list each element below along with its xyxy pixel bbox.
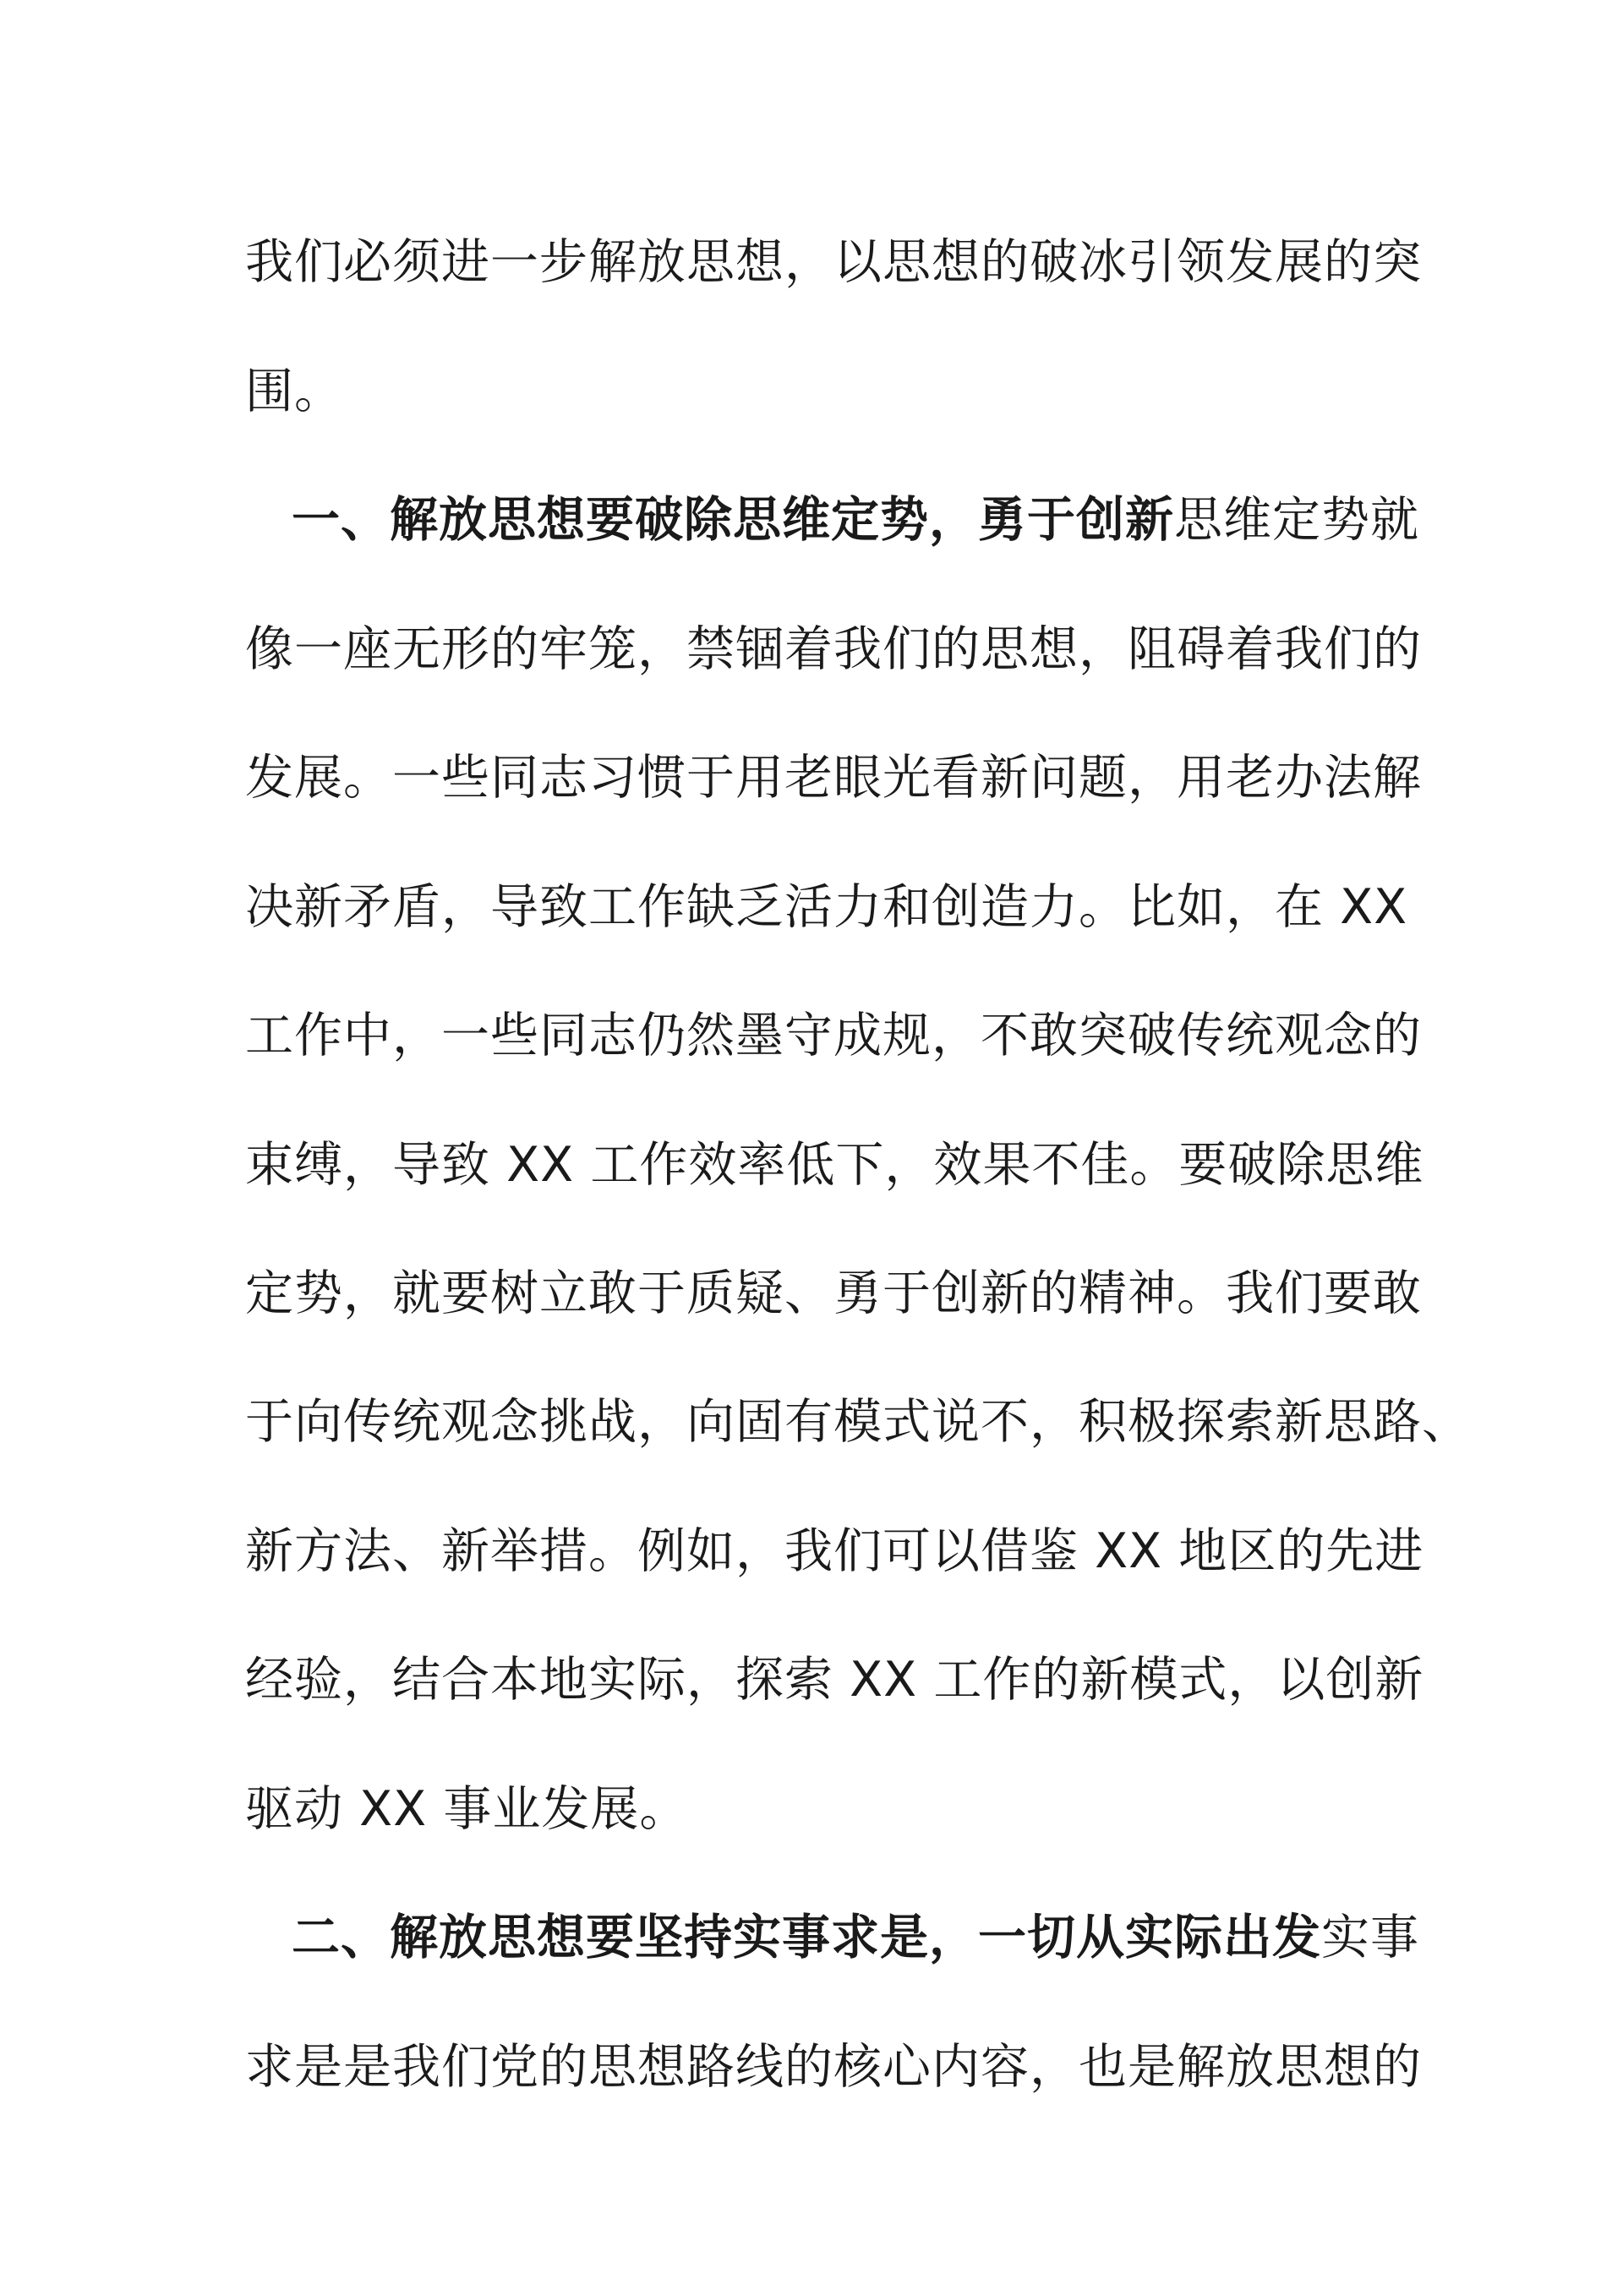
paragraph-line xyxy=(245,620,1429,679)
heading-bold-text: 二、解放思想要坚持实事求是，一切从实际出发 xyxy=(292,1910,1321,1965)
line-text: 定势，就要树立敢于质疑、勇于创新的精神。我们要敢 xyxy=(245,1266,1422,1321)
section-heading-1 xyxy=(292,490,1475,549)
line-text: 于向传统观念挑战，向固有模式说不，积极探索新思路、 xyxy=(245,1394,1471,1450)
paragraph-line xyxy=(245,1779,1429,1839)
paragraph-line xyxy=(245,1522,1429,1581)
line-text: 思维定势就 xyxy=(1174,492,1419,548)
line-text: 工作中，一些同志仍然墨守成规，不敢突破传统观念的 xyxy=(245,1008,1422,1063)
paragraph-line xyxy=(245,2037,1429,2096)
line-text: 像一座无形的牢笼，禁锢着我们的思想，阻碍着我们的 xyxy=(245,621,1422,677)
line-text: 束缚，导致 XX 工作效率低下，效果不佳。要破除思维 xyxy=(245,1137,1424,1193)
paragraph-line xyxy=(245,1650,1429,1709)
line-text: 发展。一些同志习惯于用老眼光看新问题，用老办法解 xyxy=(245,750,1422,806)
paragraph-line xyxy=(245,232,1429,292)
line-text: 驱动 XX 事业发展。 xyxy=(245,1781,689,1837)
paragraph-line xyxy=(245,1392,1471,1451)
line-text: 求是是我们党的思想路线的核心内容，也是解放思想的 xyxy=(245,2039,1422,2095)
paragraph-line xyxy=(245,748,1429,807)
line-text: 我们必须进一步解放思想，以思想的破冰引领发展的突 xyxy=(245,234,1422,290)
section-heading-2 xyxy=(292,1908,1475,1967)
paragraph-line xyxy=(245,1006,1429,1065)
paragraph-line xyxy=(245,1264,1429,1323)
paragraph-line xyxy=(245,362,1429,421)
line-text: 决新矛盾，导致工作缺乏活力和创造力。比如，在 XX xyxy=(245,879,1408,935)
line-text: 实事 xyxy=(1321,1910,1419,1965)
heading-bold-text: 一、解放思想要破除思维定势，勇于创新 xyxy=(292,492,1174,548)
line-text: 新方法、新举措。例如，我们可以借鉴 XX 地区的先进 xyxy=(245,1523,1424,1579)
paragraph-line xyxy=(245,1135,1429,1194)
line-text: 经验，结合本地实际，探索 XX 工作的新模式，以创新 xyxy=(245,1652,1424,1708)
paragraph-line xyxy=(245,877,1429,937)
line-text: 围。 xyxy=(245,364,343,419)
